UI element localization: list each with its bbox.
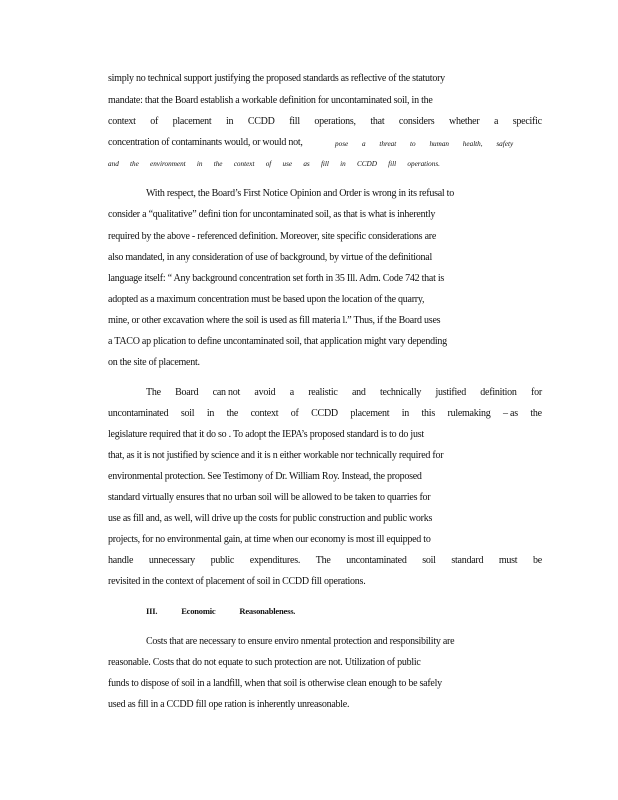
section-number: III. [146,606,158,616]
word: public [210,555,235,566]
word: considers [398,116,435,127]
word: the [530,408,542,419]
word: and [108,160,119,168]
word: rulemaking [447,408,491,419]
word: technically [379,387,422,398]
word: the [130,160,139,168]
word: as [303,160,310,168]
word: operations. [407,160,440,168]
word: and [351,387,366,398]
word: Board [175,387,199,398]
text-line: funds to dispose of soil in a landfill, when that soil is otherwise clean enough to be safely [108,678,442,689]
word: avoid [254,387,276,398]
word: this [421,408,435,419]
text-line: used as fill in a CCDD fill ope ration is inherently unreasonable. [108,699,350,710]
text-line: also mandated, in any consideration of use of background, by virtue of the definitional [108,252,432,263]
text-line: projects, for no environmental gain, at time when our economy is most ill equipped to [108,534,431,545]
word: whether [448,116,480,127]
word: The [315,555,331,566]
text-line: required by the above - referenced definition. Moreover, site specific considerations are [108,231,437,242]
word: in [196,160,203,168]
section-title-word: Reasonableness. [239,606,296,616]
text-line-justified [108,116,542,128]
word: unnecessary [148,555,195,566]
word: CCDD [247,116,275,127]
word: be [533,555,542,566]
text-line: standard virtually ensures that no urban soil will be allowed to be taken to quarries for [108,492,431,503]
word: that [370,116,385,127]
word: in [340,160,346,168]
word: placement [172,116,212,127]
word: of [290,408,299,419]
word: fill [289,116,300,127]
word: – as [503,408,518,419]
text-line: that, as it is not justified by science and it is n either workable nor technically required for [108,450,444,461]
word: The [146,387,161,398]
word: the [213,160,223,168]
word: definition [480,387,517,398]
word: for [531,387,542,398]
text-line: adopted as a maximum concentration must be based upon the location of the quarry, [108,294,425,305]
word: of [150,116,159,127]
text-line: mine, or other excavation where the soil is used as fill materia l.” Thus, if the Board uses [108,315,441,326]
text-line: use as fill and, as well, will drive up the costs for public construction and public works [108,513,433,524]
word: a [494,116,499,127]
word: in [226,116,234,127]
word: soil [180,408,195,419]
word: standard [451,555,484,566]
word: CCDD [356,160,377,168]
word: handle [108,555,134,566]
word: uncontaminated [108,408,169,419]
word: in [206,408,215,419]
word: a [289,387,294,398]
word: justified [435,387,466,398]
word: operations, [314,116,356,127]
text-line: reasonable. Costs that do not equate to such protection are not. Utilization of public [108,657,421,668]
text-line-small: pose a threat to human health, safety [335,140,514,148]
word: context [108,116,136,127]
text-line: mandate: that the Board establish a workable definition for uncontaminated soil, in the [108,95,433,106]
text-line: environmental protection. See Testimony of Dr. William Roy. Instead, the proposed [108,471,422,482]
word: must [498,555,518,566]
word: expenditures. [249,555,301,566]
text-line: simply no technical support justifying the proposed standards as reflective of the statutory [108,73,445,84]
word: context [250,408,279,419]
word: specific [512,116,542,127]
text-line: revisited in the context of placement of soil in CCDD fill operations. [108,576,366,587]
word: environment [150,160,186,168]
text-line-justified [108,408,542,420]
word: of [265,160,272,168]
text-line: a TACO ap plication to define uncontaminated soil, that application might vary depending [108,336,447,347]
text-line: concentration of contaminants would, or would not, [108,137,303,148]
word: in [401,408,410,419]
text-line-small-justified [108,158,440,170]
word: placement [350,408,390,419]
word: fill [388,160,397,168]
word: soil [422,555,436,566]
word: CCDD [311,408,338,419]
word: realistic [308,387,338,398]
word: the [226,408,239,419]
text-line: With respect, the Board’s First Notice Opinion and Order is wrong in its refusal to [146,188,454,199]
word: can not [212,387,241,398]
text-line: consider a “qualitative” defini tion for uncontaminated soil, as that is what is inherently [108,209,436,220]
text-line: Costs that are necessary to ensure enviro nmental protection and responsibility are [146,636,455,647]
text-line: language itself: “ Any background concentration set forth in 35 Ill. Adm. Code 742 that is [108,273,445,284]
section-heading [146,605,317,617]
text-line-justified [146,387,542,399]
word: uncontaminated [346,555,407,566]
text-line: legislature required that it do so . To adopt the IEPA’s proposed standard is to do just [108,429,424,440]
word: fill [320,160,329,168]
text-line-justified [108,555,542,567]
word: use [282,160,293,168]
section-title-word: Economic [181,606,216,616]
word: context [233,160,255,168]
text-line: on the site of placement. [108,357,200,368]
